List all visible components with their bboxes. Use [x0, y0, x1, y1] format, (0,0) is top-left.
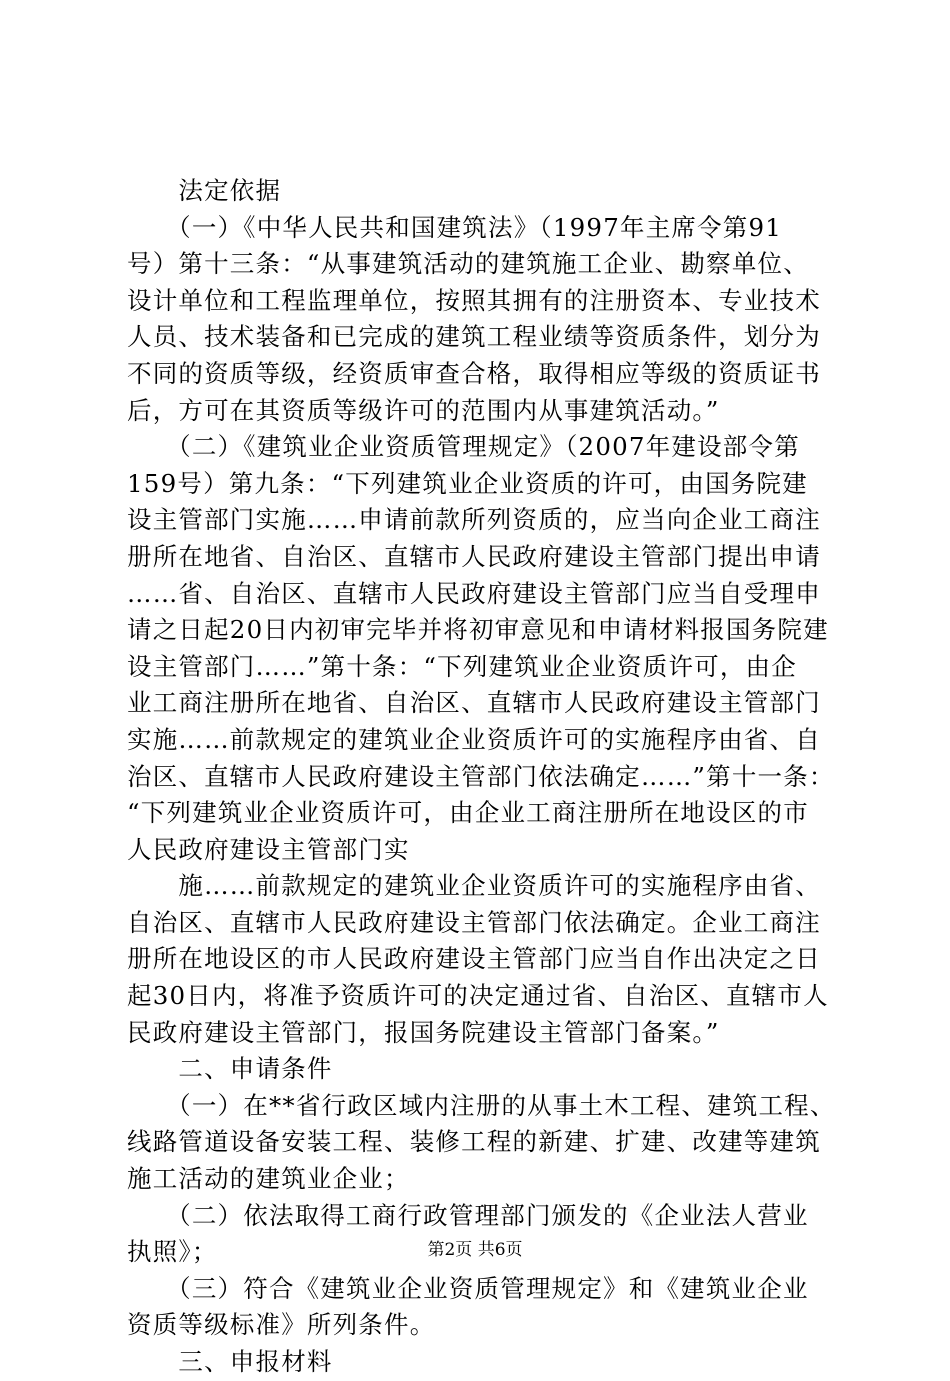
text-line: 号）第十三条：“从事建筑活动的建筑施工企业、勘察单位、	[127, 249, 809, 279]
text-line: （三）符合《建筑业企业资质管理规定》和《建筑业企业	[127, 1273, 809, 1303]
text-line: （二）依法取得工商行政管理部门颁发的《企业法人营业	[127, 1200, 809, 1230]
document-body	[127, 173, 837, 1381]
text-line: 人员、技术装备和已完成的建筑工程业绩等资质条件，划分为	[127, 322, 821, 352]
text-line: “下列建筑业企业资质许可，由企业工商注册所在地设区的市	[127, 798, 809, 828]
text-line: 设主管部门……”第十条：“下列建筑业企业资质许可，由企	[127, 651, 797, 681]
text-line: （一）《中华人民共和国建筑法》（1997年主席令第91	[127, 212, 783, 242]
text-line: （一）在**省行政区域内注册的从事土木工程、建筑工程、	[127, 1090, 836, 1120]
section-heading: 三、申报材料	[127, 1347, 333, 1376]
text-line: 后，方可在其资质等级许可的范围内从事建筑活动。”	[127, 395, 720, 425]
text-line: 册所在地省、自治区、直辖市人民政府建设主管部门提出申请	[127, 541, 821, 571]
page-number-footer: 第2页 共6页	[427, 1240, 523, 1260]
text-line: 自治区、直辖市人民政府建设主管部门依法确定。企业工商注	[127, 907, 821, 937]
text-line: 起30日内，将准予资质许可的决定通过省、自治区、直辖市人	[127, 981, 829, 1011]
section-heading: 二、申请条件	[127, 1054, 333, 1084]
text-line: 请之日起20日内初审完毕并将初审意见和申请材料报国务院建	[127, 615, 829, 645]
text-line: 施……前款规定的建筑业企业资质许可的实施程序由省、	[127, 871, 821, 901]
text-line: 实施……前款规定的建筑业企业资质许可的实施程序由省、自	[127, 724, 821, 754]
text-line: 执照》；	[127, 1237, 218, 1267]
text-line: 民政府建设主管部门，报国务院建设主管部门备案。”	[127, 1017, 720, 1047]
text-line: 法定依据	[127, 176, 282, 205]
text-line: （二）《建筑业企业资质管理规定》（2007年建设部令第	[127, 432, 800, 462]
text-line: 设主管部门实施……申请前款所列资质的，应当向企业工商注	[127, 505, 821, 535]
text-line: 施工活动的建筑业企业；	[127, 1164, 410, 1194]
text-line: 资质等级标准》所列条件。	[127, 1310, 436, 1340]
text-line: 设计单位和工程监理单位，按照其拥有的注册资本、专业技术	[127, 285, 821, 315]
text-line: 不同的资质等级，经资质审查合格，取得相应等级的资质证书	[127, 358, 821, 388]
text-line: 治区、直辖市人民政府建设主管部门依法确定……”第十一条：	[127, 761, 835, 791]
text-line: 159号）第九条：“下列建筑业企业资质的许可，由国务院建	[127, 468, 808, 498]
text-line: ……省、自治区、直辖市人民政府建设主管部门应当自受理申	[127, 578, 821, 608]
text-line: 线路管道设备安装工程、装修工程的新建、扩建、改建等建筑	[127, 1127, 821, 1157]
text-line: 册所在地设区的市人民政府建设主管部门应当自作出决定之日	[127, 944, 821, 974]
text-line: 人民政府建设主管部门实	[127, 834, 410, 864]
text-line: 业工商注册所在地省、自治区、直辖市人民政府建设主管部门	[127, 688, 821, 718]
